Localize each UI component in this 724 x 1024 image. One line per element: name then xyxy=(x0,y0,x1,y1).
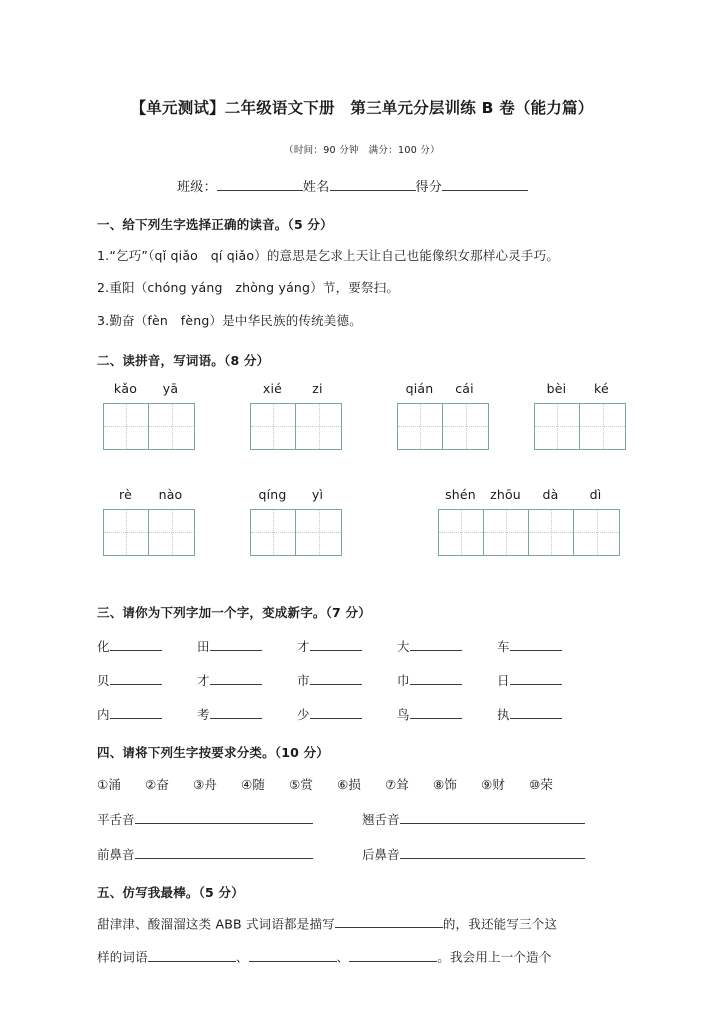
worksheet-content xyxy=(97,98,627,967)
fill-text-after: 。我会用上一个造个 xyxy=(437,949,552,965)
answer-blank[interactable] xyxy=(110,637,162,651)
char-item xyxy=(97,671,197,689)
pinyin-syllable: dì xyxy=(589,486,602,502)
student-info-line xyxy=(97,176,627,195)
char-item xyxy=(197,671,297,689)
answer-blank[interactable] xyxy=(510,671,562,685)
pinyin-syllable: bèi xyxy=(546,380,567,396)
grid-cell[interactable] xyxy=(535,404,580,449)
writing-grid-group-qian-cai xyxy=(397,381,489,450)
char-row-3 xyxy=(97,705,627,723)
char-item xyxy=(397,671,497,689)
tianzige-grid[interactable] xyxy=(103,403,195,450)
answer-blank[interactable] xyxy=(210,671,262,685)
answer-blank[interactable] xyxy=(310,705,362,719)
grid-cell[interactable] xyxy=(149,404,194,449)
pinyin-label-re-nao xyxy=(103,487,195,509)
grid-cell[interactable] xyxy=(149,510,194,555)
classify-label: 前鼻音 xyxy=(97,846,135,862)
numbered-char-item: ②奋 xyxy=(145,776,170,792)
fill-blank[interactable] xyxy=(249,948,337,962)
base-character: 化 xyxy=(97,638,110,654)
char-row-2 xyxy=(97,671,627,689)
char-item xyxy=(297,671,397,689)
pinyin-syllable: shén xyxy=(445,486,476,502)
answer-blank[interactable] xyxy=(210,705,262,719)
numbered-char-item: ⑨财 xyxy=(481,776,506,792)
pinyin-syllable: zhōu xyxy=(490,486,521,502)
base-character: 鸟 xyxy=(397,706,410,722)
numbered-char-item: ⑩荣 xyxy=(529,776,554,792)
pinyin-label-kao-ya xyxy=(103,381,195,403)
numbered-char-item: ⑤赏 xyxy=(289,776,314,792)
classify-item-flat-tongue xyxy=(97,810,362,828)
section-5-fill-line-2 xyxy=(97,948,627,967)
tianzige-grid[interactable] xyxy=(438,509,620,556)
pinyin-syllable: dà xyxy=(542,486,559,502)
numbered-char-item: ⑧饰 xyxy=(433,776,458,792)
answer-blank[interactable] xyxy=(110,671,162,685)
section-2-heading: 二、读拼音，写词语。（8 分） xyxy=(97,352,270,368)
section-3-heading: 三、请你为下列字加一个字，变成新字。（7 分） xyxy=(97,604,371,620)
classify-blank[interactable] xyxy=(400,810,585,824)
numbered-char-item: ⑦耸 xyxy=(385,776,410,792)
classify-item-back-nasal xyxy=(362,845,627,863)
writing-grid-row-1 xyxy=(97,381,627,475)
grid-cell[interactable] xyxy=(574,510,619,555)
section-5-heading: 五、仿写我最棒。（5 分） xyxy=(97,884,244,900)
class-input-blank[interactable] xyxy=(217,177,303,191)
base-character: 贝 xyxy=(97,672,110,688)
char-item xyxy=(97,705,197,723)
answer-blank[interactable] xyxy=(510,705,562,719)
pinyin-syllable: yì xyxy=(311,486,324,502)
page-title: 【单元测试】二年级语文下册 第三单元分层训练 B 卷（能力篇） xyxy=(130,99,594,117)
fill-blank[interactable] xyxy=(349,948,437,962)
pinyin-syllable: yā xyxy=(162,380,179,396)
answer-blank[interactable] xyxy=(410,705,462,719)
writing-grid-group-kao-ya xyxy=(103,381,195,450)
classify-label: 后鼻音 xyxy=(362,846,400,862)
char-item xyxy=(297,637,397,655)
classify-label: 平舌音 xyxy=(97,811,135,827)
char-item xyxy=(197,637,297,655)
grid-cell[interactable] xyxy=(104,510,149,555)
pinyin-syllable: ké xyxy=(594,380,609,396)
base-character: 大 xyxy=(397,638,410,654)
tianzige-grid[interactable] xyxy=(250,403,342,450)
numbered-char-item: ⑥损 xyxy=(337,776,362,792)
answer-blank[interactable] xyxy=(110,705,162,719)
grid-cell[interactable] xyxy=(251,404,296,449)
score-label: 得分 xyxy=(415,179,443,195)
pinyin-label-xie-zi xyxy=(250,381,342,403)
char-item xyxy=(497,637,597,655)
writing-grid-group-qing-yi xyxy=(250,487,342,556)
fill-blank[interactable] xyxy=(148,948,236,962)
pinyin-label-qian-cai xyxy=(397,381,489,403)
grid-cell[interactable] xyxy=(529,510,574,555)
pinyin-syllable: cái xyxy=(455,380,474,396)
grid-cell[interactable] xyxy=(398,404,443,449)
char-item xyxy=(497,671,597,689)
section-5-fill-line-1 xyxy=(97,915,627,934)
tianzige-grid[interactable] xyxy=(397,403,489,450)
fill-text-before: 甜津津、酸溜溜这类 ABB 式词语都是描写 xyxy=(97,916,335,932)
char-row-1 xyxy=(97,637,627,655)
writing-grid-group-re-nao xyxy=(103,487,195,556)
classify-item-front-nasal xyxy=(97,845,362,863)
grid-cell[interactable] xyxy=(296,404,341,449)
class-label: 班级： xyxy=(177,179,217,195)
tianzige-grid[interactable] xyxy=(250,509,342,556)
base-character: 少 xyxy=(297,706,310,722)
section-4-heading: 四、请将下列生字按要求分类。（10 分） xyxy=(97,744,329,760)
pinyin-syllable: qián xyxy=(405,380,434,396)
base-character: 巾 xyxy=(397,672,410,688)
fill-separator: 、 xyxy=(336,949,350,965)
answer-blank[interactable] xyxy=(510,637,562,651)
base-character: 田 xyxy=(197,638,210,654)
pinyin-syllable: qíng xyxy=(258,486,287,502)
section-1-question-3: 3.勤奋（fèn fèng）是中华民族的传统美德。 xyxy=(97,313,362,329)
writing-grid-group-bei-ke xyxy=(534,381,626,450)
pinyin-label-bei-ke xyxy=(534,381,626,403)
base-character: 车 xyxy=(497,638,510,654)
writing-grid-group-shen-zhou-da-di xyxy=(438,487,620,556)
answer-blank[interactable] xyxy=(310,671,362,685)
fill-text-before: 样的词语 xyxy=(97,949,148,965)
char-item xyxy=(97,637,197,655)
fill-blank[interactable] xyxy=(335,915,443,929)
numbered-char-item: ①涌 xyxy=(97,776,122,792)
grid-cell[interactable] xyxy=(296,510,341,555)
classify-row-2 xyxy=(97,845,627,863)
base-character: 考 xyxy=(197,706,210,722)
fill-separator: 、 xyxy=(235,949,249,965)
pinyin-syllable: zi xyxy=(312,380,323,396)
pinyin-syllable: rè xyxy=(119,486,132,502)
answer-blank[interactable] xyxy=(310,637,362,651)
score-input-blank[interactable] xyxy=(442,177,528,191)
answer-blank[interactable] xyxy=(410,637,462,651)
classify-blank[interactable] xyxy=(135,845,313,859)
writing-grid-group-xie-zi xyxy=(250,381,342,450)
grid-cell[interactable] xyxy=(580,404,625,449)
base-character: 内 xyxy=(97,706,110,722)
name-input-blank[interactable] xyxy=(330,177,416,191)
pinyin-syllable: nào xyxy=(158,486,183,502)
answer-blank[interactable] xyxy=(410,671,462,685)
exam-meta-subtitle: （时间：90 分钟 满分：100 分） xyxy=(284,144,440,156)
grid-cell[interactable] xyxy=(439,510,484,555)
tianzige-grid[interactable] xyxy=(103,509,195,556)
char-item xyxy=(397,637,497,655)
char-item xyxy=(297,705,397,723)
char-item xyxy=(397,705,497,723)
classify-blank[interactable] xyxy=(400,845,585,859)
section-1-heading: 一、给下列生字选择正确的读音。（5 分） xyxy=(97,216,333,232)
char-item xyxy=(497,705,597,723)
base-character: 才 xyxy=(297,638,310,654)
base-character: 执 xyxy=(497,706,510,722)
numbered-char-item: ③舟 xyxy=(193,776,218,792)
classify-label: 翘舌音 xyxy=(362,811,400,827)
fill-text-after: 的，我还能写三个这 xyxy=(442,916,558,932)
base-character: 市 xyxy=(297,672,310,688)
pinyin-label-shen-zhou-da-di xyxy=(438,487,620,509)
tianzige-grid[interactable] xyxy=(534,403,626,450)
classify-blank[interactable] xyxy=(135,810,313,824)
base-character: 日 xyxy=(497,672,510,688)
char-item xyxy=(197,705,297,723)
answer-blank[interactable] xyxy=(210,637,262,651)
section-1-question-1: 1.“乞巧”（qǐ qiǎo qí qiǎo）的意思是乞求上天让自己也能像织女那样心灵手巧。 xyxy=(97,247,560,263)
grid-cell[interactable] xyxy=(251,510,296,555)
numbered-character-list xyxy=(97,775,627,793)
grid-cell[interactable] xyxy=(443,404,488,449)
numbered-char-item: ④随 xyxy=(241,776,266,792)
pinyin-syllable: kǎo xyxy=(113,380,138,396)
classify-row-1 xyxy=(97,810,627,828)
pinyin-label-qing-yi xyxy=(250,487,342,509)
name-label: 姓名 xyxy=(302,179,330,195)
grid-cell[interactable] xyxy=(104,404,149,449)
classify-item-retroflex xyxy=(362,810,627,828)
section-1-question-2: 2.重阳（chóng yáng zhòng yáng）节，要祭扫。 xyxy=(97,280,400,296)
pinyin-syllable: xié xyxy=(262,380,283,396)
base-character: 才 xyxy=(197,672,210,688)
writing-grid-row-2 xyxy=(97,487,627,581)
grid-cell[interactable] xyxy=(484,510,529,555)
